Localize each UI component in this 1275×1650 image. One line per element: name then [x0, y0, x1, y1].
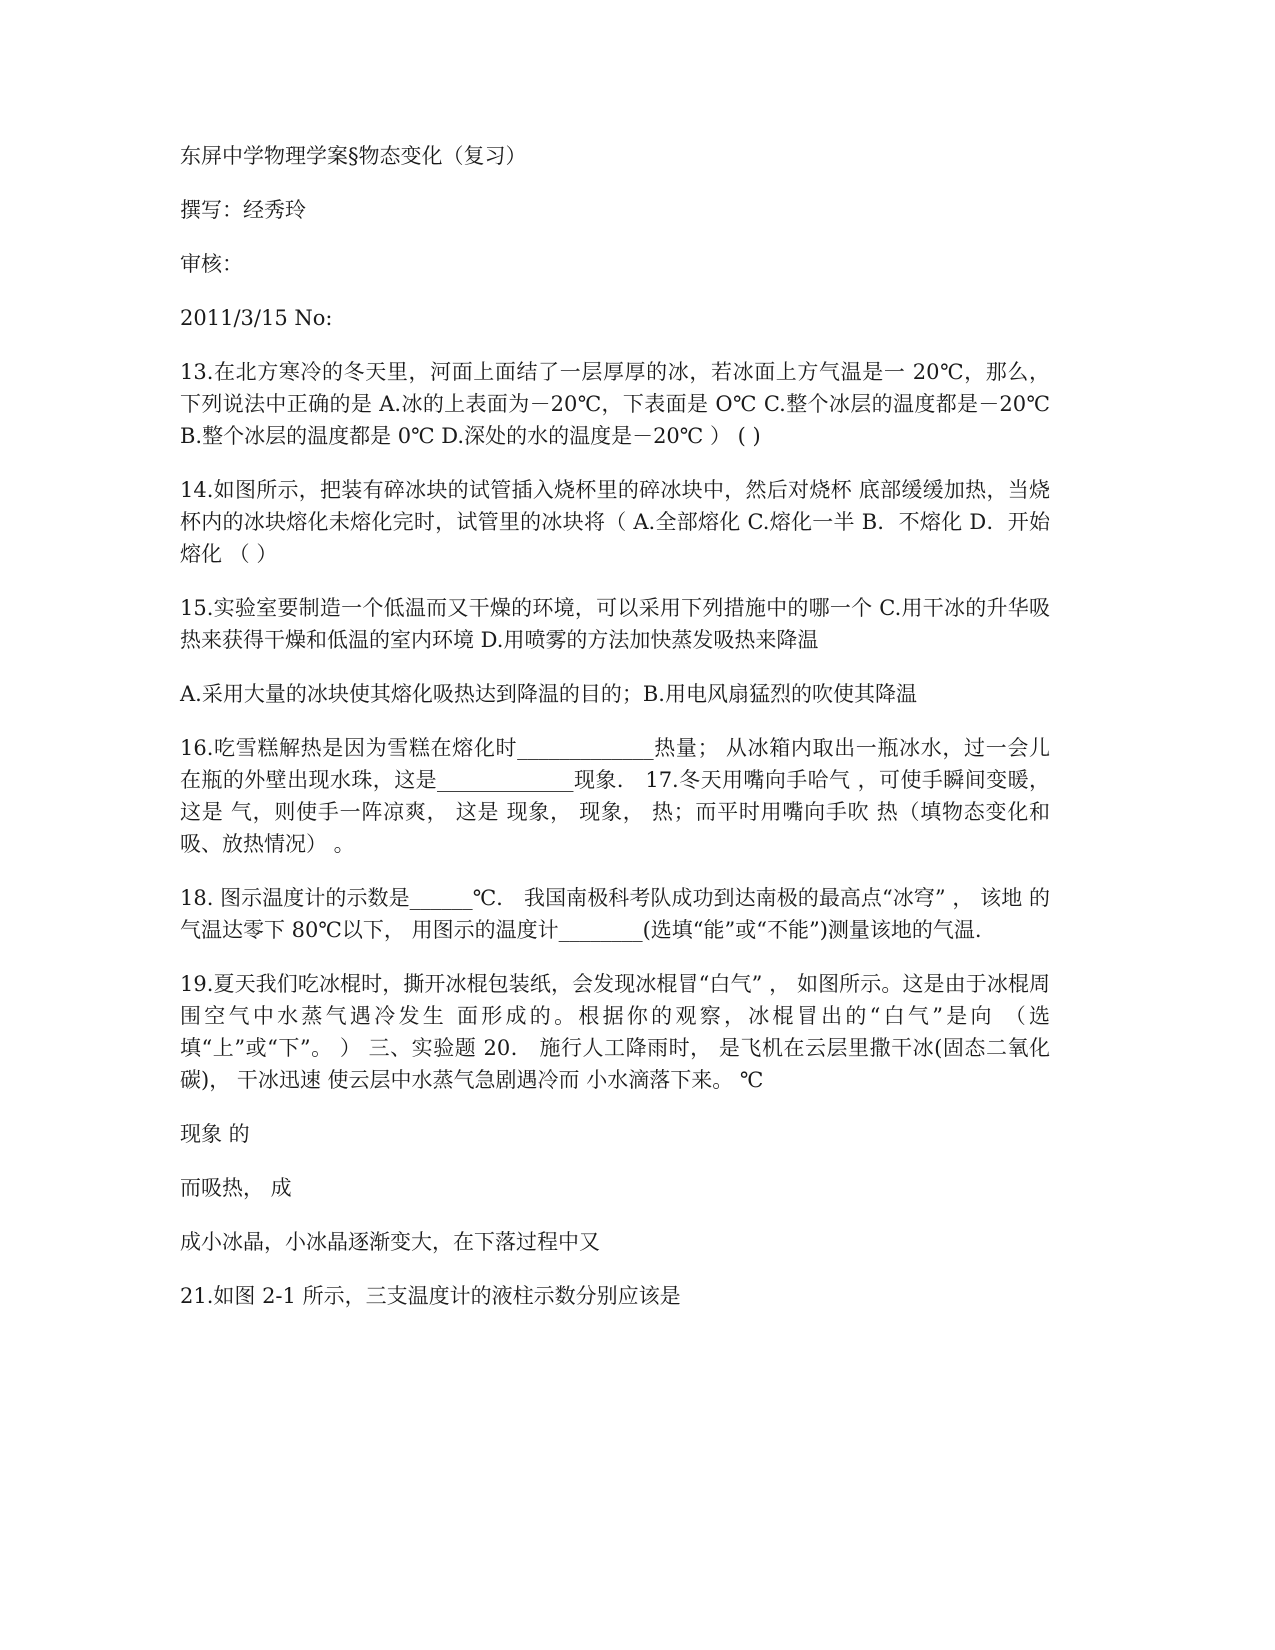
author-line: 撰写：经秀玲 — [180, 198, 306, 222]
question-21: 21.如图 2-1 所示，三支温度计的液柱示数分别应该是 — [180, 1284, 681, 1308]
question-15-options: A.采用大量的冰块使其熔化吸热达到降温的目的；B.用电风扇猛烈的吹使其降温 — [180, 682, 917, 706]
document-title: 东屏中学物理学案§物态变化（复习） — [180, 144, 527, 168]
question-19-20: 19.夏天我们吃冰棍时，撕开冰棍包装纸，会发现冰棍冒“白气” ， 如图所示。这是由于冰棍周围空气中水蒸气遇冷发生 面形成的。根据你的观察，冰棍冒出的“白气”是向 （选填“上”或“下”。 ） 三、实验题 20． 施行人工降雨时， 是飞机在云层里撒干冰(固态二氧化碳)， 干冰迅速 使云层中水蒸气急剧遇冷而 小水滴落下来。 ℃ — [180, 972, 1050, 1092]
question-14: 14.如图所示，把装有碎冰块的试管插入烧杯里的碎冰块中，然后对烧杯 底部缓缓加热，当烧杯内的冰块熔化未熔化完时，试管里的冰块将（ A.全部熔化 C.熔化一半 B．不熔化 D．开始熔化 （ ） — [180, 478, 1050, 566]
date-line: 2011/3/15 No: — [180, 306, 333, 330]
question-18: 18. 图示温度计的示数是______℃． 我国南极科考队成功到达南极的最高点“冰穹” ， 该地 的气温达零下 80℃以下， 用图示的温度计________(选填“能”或“不能”)测量该地的气温. — [180, 886, 1050, 942]
fragment-line-2: 而吸热， 成 — [180, 1176, 292, 1200]
question-16-17: 16.吃雪糕解热是因为雪糕在熔化时_____________热量； 从冰箱内取出一瓶冰水，过一会儿 在瓶的外壁出现水珠，这是_____________现象． 17.冬天用嘴向手哈气 ，可使手瞬间变暖，这是 气，则使手一阵凉爽， 这是 现象， 现象， 热；而平时用嘴向手吹 热（填物态变化和吸、放热情况） 。 — [180, 736, 1050, 856]
fragment-line-1: 现象 的 — [180, 1122, 250, 1146]
question-15: 15.实验室要制造一个低温而又干燥的环境，可以采用下列措施中的哪一个 C.用干冰的升华吸热来获得干燥和低温的室内环境 D.用喷雾的方法加快蒸发吸热来降温 — [180, 596, 1050, 652]
reviewer-line: 审核： — [180, 252, 243, 276]
document-page — [180, 140, 1050, 1334]
fragment-line-3: 成小冰晶，小冰晶逐渐变大，在下落过程中又 — [180, 1230, 600, 1254]
question-13: 13.在北方寒冷的冬天里，河面上面结了一层厚厚的冰，若冰面上方气温是一 20℃，那么， 下列说法中正确的是 A.冰的上表面为－20℃，下表面是 O℃ C.整个冰层的温度都是－20℃ B.整个冰层的温度都是 0℃ D.深处的水的温度是－20℃ ） ( ) — [180, 360, 1050, 448]
